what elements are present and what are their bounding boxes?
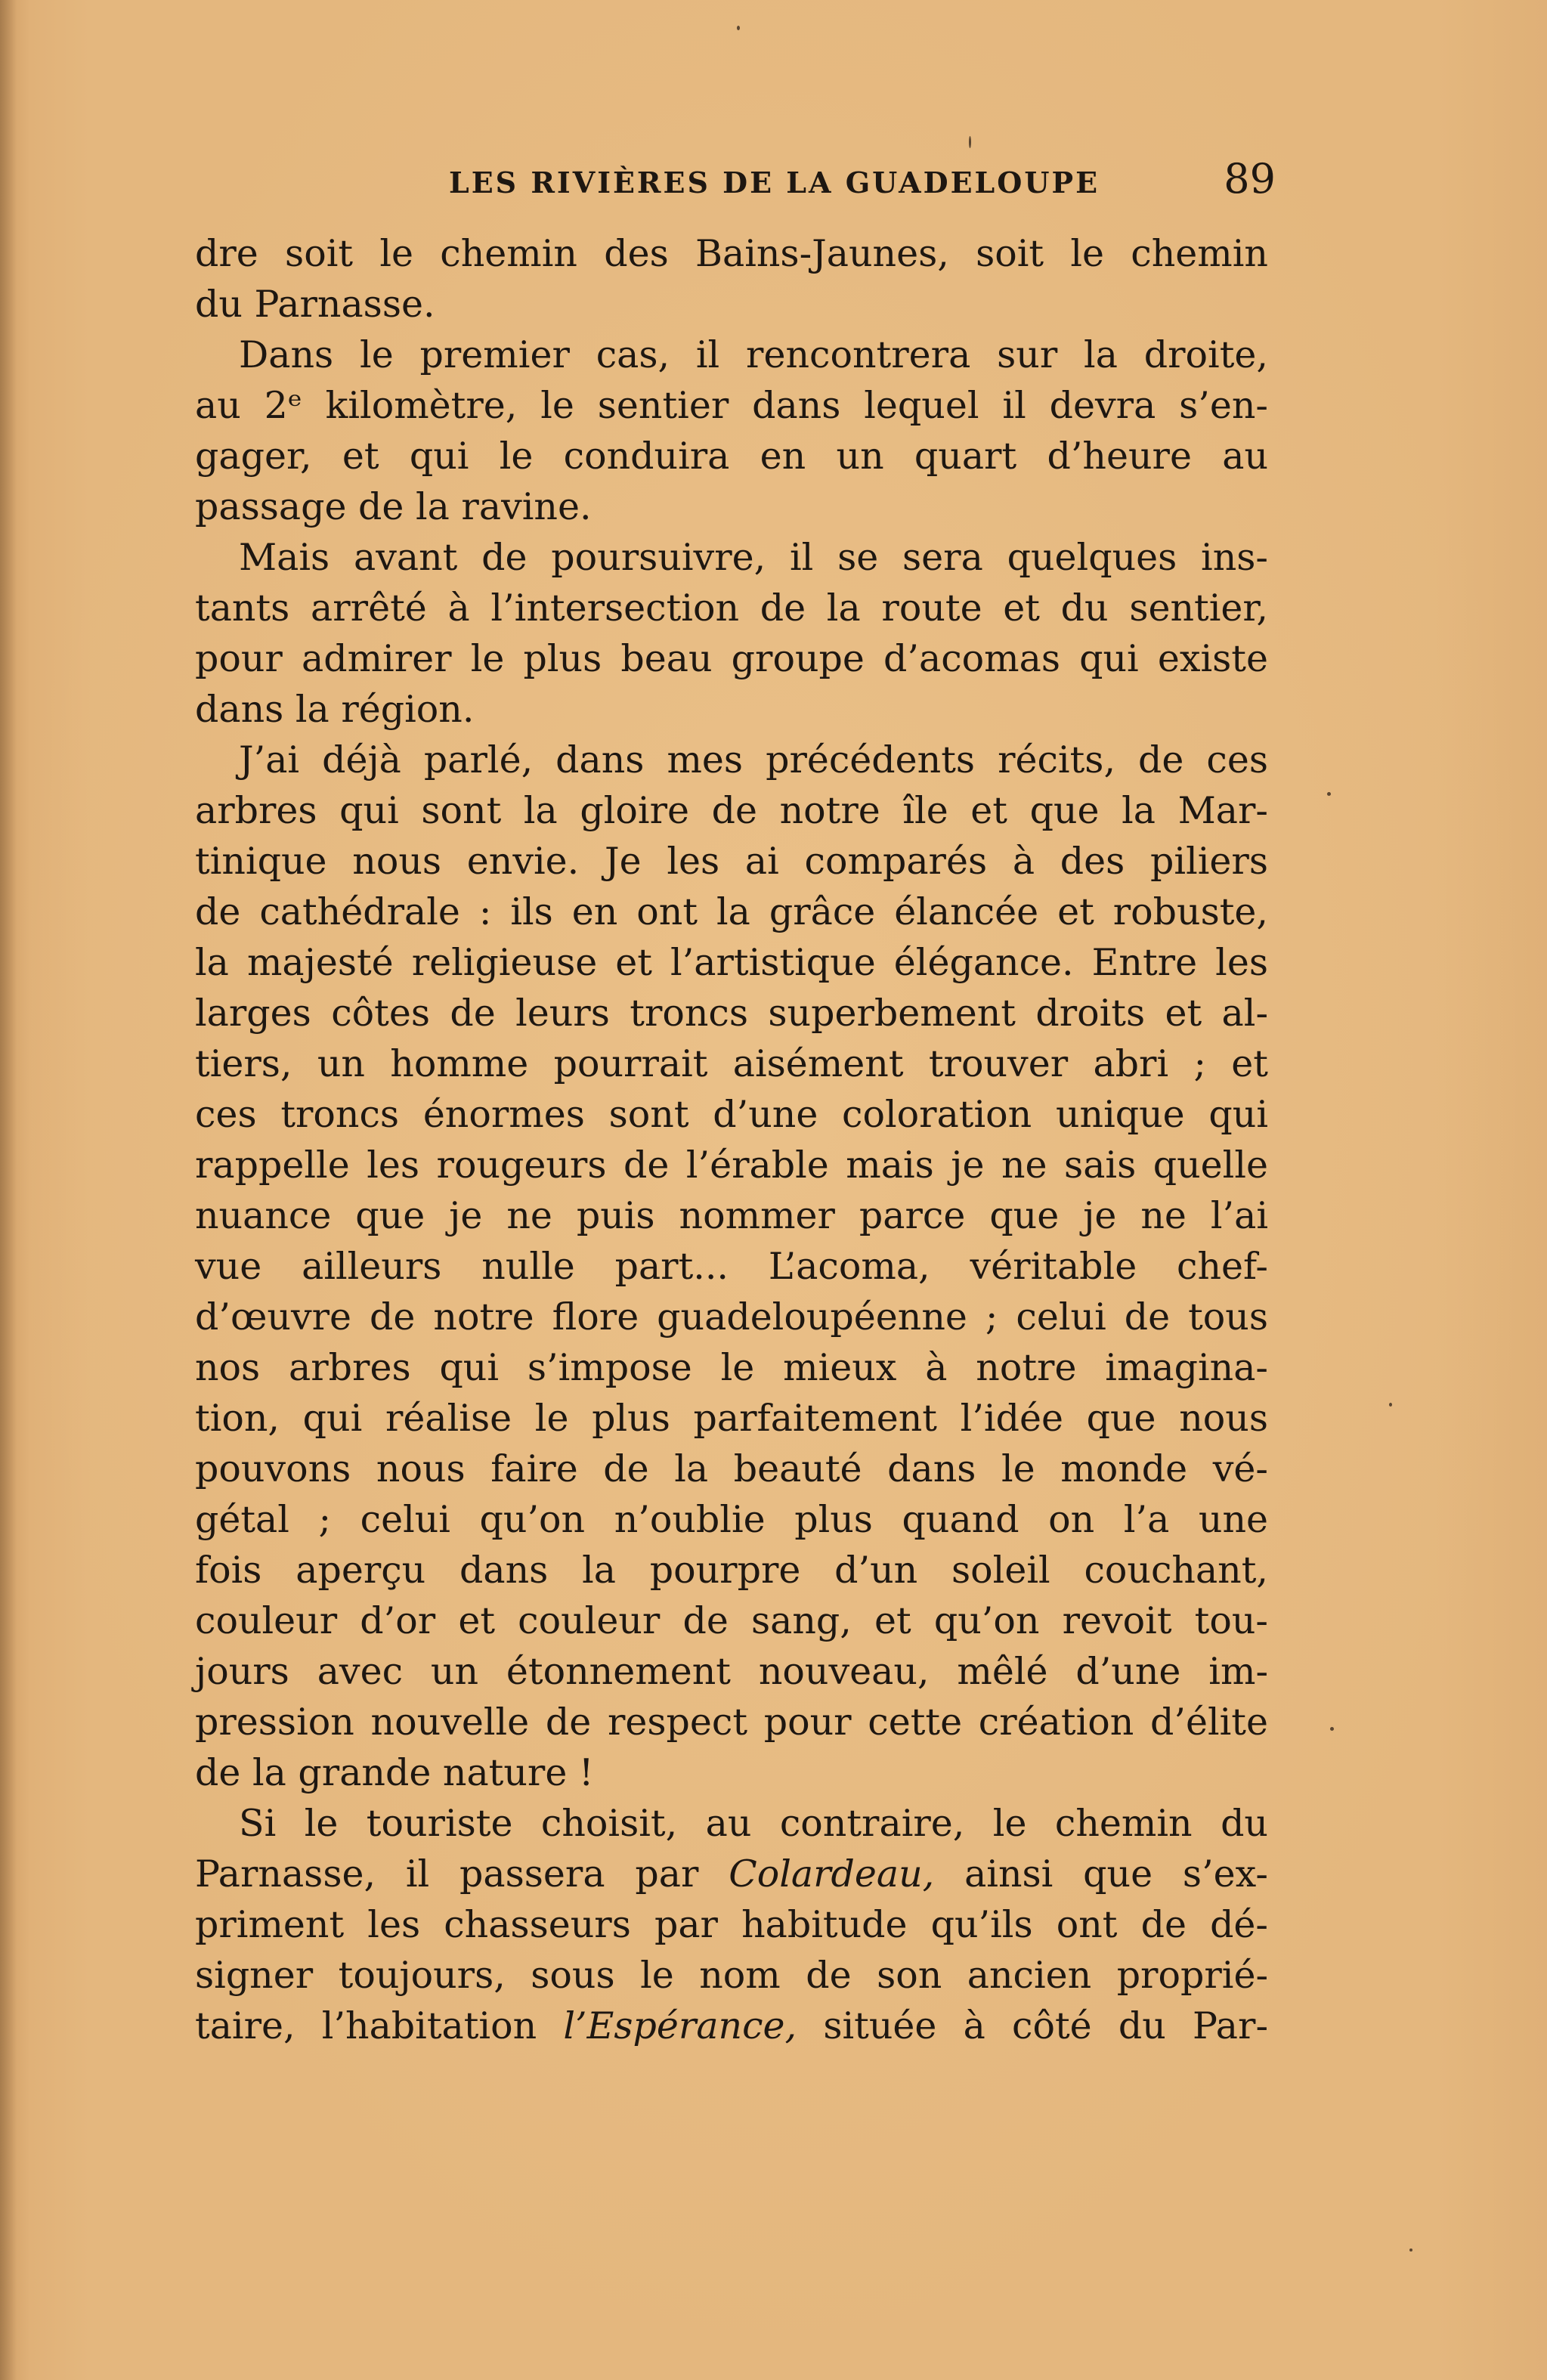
text-line: Si le touriste choisit, au contraire, le chemin du (239, 1802, 1268, 1845)
text-segment: Parnasse, il passera par (195, 1852, 729, 1896)
page-number: 89 (1224, 155, 1276, 203)
text-line: jours avec un étonnement nouveau, mêlé d’une im- (195, 1650, 1268, 1693)
italic-text: Colardeau, (729, 1852, 935, 1896)
text-line: Mais avant de poursuivre, il se sera quelques ins- (239, 536, 1268, 579)
text-line: de cathédrale : ils en ont la grâce élancée et robuste, (195, 890, 1268, 933)
text-line: nuance que je ne puis nommer parce que je ne l’ai (195, 1194, 1268, 1237)
text-line: pouvons nous faire de la beauté dans le monde vé- (195, 1447, 1268, 1490)
text-line: signer toujours, sous le nom de son ancien proprié- (195, 1954, 1268, 1997)
text-line: rappelle les rougeurs de l’érable mais je ne sais quelle (195, 1144, 1268, 1187)
text-line: gager, et qui le conduira en un quart d’heure au (195, 435, 1268, 478)
text-line: couleur d’or et couleur de sang, et qu’on revoit tou- (195, 1599, 1268, 1642)
text-line: arbres qui sont la gloire de notre île et que la Mar- (195, 789, 1268, 832)
text-line: tants arrêté à l’intersection de la route et du sentier, (195, 586, 1268, 630)
text-line: vue ailleurs nulle part... L’acoma, véritable chef- (195, 1245, 1268, 1288)
running-head-title: LES RIVIÈRES DE LA GUADELOUPE (449, 166, 1100, 200)
text-line: tiers, un homme pourrait aisément trouver abri ; et (195, 1042, 1268, 1085)
text-segment: ainsi que s’ex- (934, 1852, 1268, 1896)
paper-speck (737, 26, 740, 30)
paper-speck (1330, 1727, 1334, 1731)
text-line: larges côtes de leurs troncs superbement droits et al- (195, 992, 1268, 1035)
text-line: du Parnasse. (195, 283, 435, 326)
text-line: fois aperçu dans la pourpre d’un soleil couchant, (195, 1549, 1268, 1592)
text-line: Dans le premier cas, il rencontrera sur la droite, (239, 333, 1268, 376)
text-line: la majesté religieuse et l’artistique élégance. Entre les (195, 941, 1268, 984)
text-line: tinique nous envie. Je les ai comparés à des piliers (195, 840, 1268, 883)
running-head (195, 155, 1276, 206)
text-line: au 2ᵉ kilomètre, le sentier dans lequel il devra s’en- (195, 384, 1268, 427)
text-line (195, 2001, 1268, 2051)
text-line: d’œuvre de notre flore guadeloupéenne ; celui de tous (195, 1295, 1268, 1339)
text-line: tion, qui réalise le plus parfaitement l’idée que nous (195, 1397, 1268, 1440)
text-line: pour admirer le plus beau groupe d’acomas qui existe (195, 637, 1268, 680)
text-line: priment les chasseurs par habitude qu’ils ont de dé- (195, 1903, 1268, 1946)
body-text (195, 228, 1268, 2051)
text-line: ces troncs énormes sont d’une coloration unique qui (195, 1093, 1268, 1136)
text-line: nos arbres qui s’impose le mieux à notre imagina- (195, 1346, 1268, 1389)
text-line: passage de la ravine. (195, 485, 592, 528)
text-line: J’ai déjà parlé, dans mes précédents récits, de ces (239, 738, 1268, 781)
text-segment: située à côté du Par- (797, 2004, 1268, 2047)
paper-speck (1409, 2248, 1412, 2252)
italic-text: l’Espérance, (563, 2004, 797, 2047)
page-binding-edge (0, 0, 17, 2380)
text-line: de la grande nature ! (195, 1751, 594, 1794)
text-line: pression nouvelle de respect pour cette création d’élite (195, 1701, 1268, 1744)
text-line (195, 1849, 1268, 1899)
text-line: dans la région. (195, 688, 475, 731)
text-segment: taire, l’habitation (195, 2004, 564, 2047)
text-line: dre soit le chemin des Bains-Jaunes, soit le chemin (195, 232, 1268, 275)
paper-speck (1327, 792, 1331, 796)
paper-speck (1389, 1403, 1392, 1407)
text-line: gétal ; celui qu’on n’oublie plus quand on l’a une (195, 1498, 1268, 1541)
paper-speck (969, 136, 971, 148)
